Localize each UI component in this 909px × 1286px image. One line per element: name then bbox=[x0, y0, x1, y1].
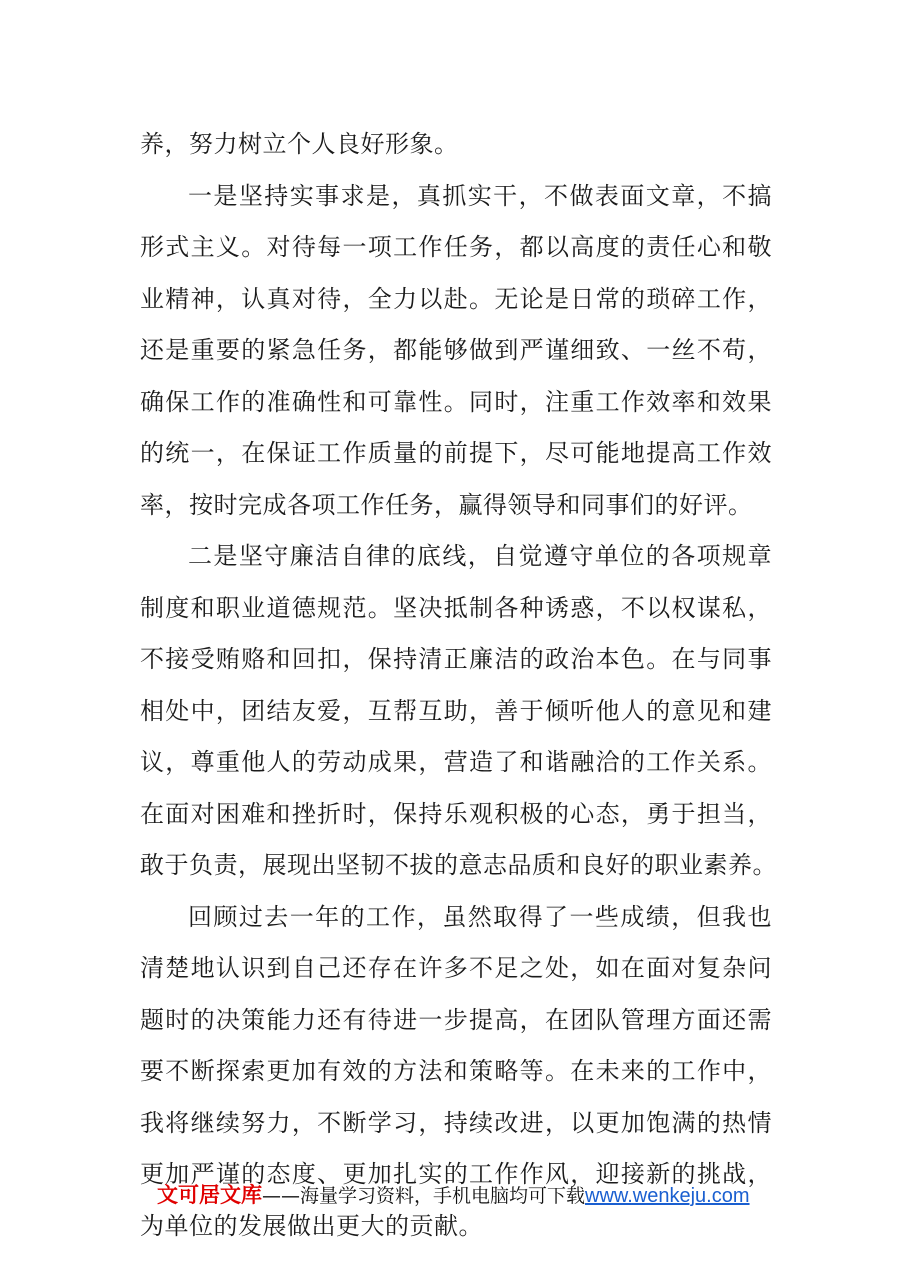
paragraph-line: 确保工作的准确性和可靠性。同时，注重工作效率和效果 bbox=[140, 387, 772, 416]
paragraph-line: 率，按时完成各项工作任务，赢得领导和同事们的好评。 bbox=[140, 490, 753, 519]
paragraph-line: 一是坚持实事求是，真抓实干，不做表面文章，不搞 bbox=[188, 181, 772, 210]
paragraph-line: 回顾过去一年的工作，虽然取得了一些成绩，但我也 bbox=[188, 902, 772, 931]
paragraph-line: 养，努力树立个人良好形象。 bbox=[140, 130, 459, 158]
footer-brand: 文可居文库 bbox=[157, 1183, 262, 1207]
paragraph-line: 形式主义。对待每一项工作任务，都以高度的责任心和敬 bbox=[140, 233, 772, 261]
paragraph-line: 清楚地认识到自己还存在许多不足之处，如在面对复杂问 bbox=[140, 954, 772, 982]
paragraph-line: 敢于负责，展现出坚韧不拔的意志品质和良好的职业素养。 bbox=[140, 851, 777, 879]
paragraph-line: 要不断探索更加有效的方法和策略等。在未来的工作中， bbox=[140, 1057, 772, 1085]
paragraph-line: 业精神，认真对待，全力以赴。无论是日常的琐碎工作， bbox=[140, 284, 772, 313]
paragraph-line: 制度和职业道德规范。坚决抵制各种诱惑，不以权谋私， bbox=[140, 593, 772, 622]
document-body bbox=[140, 119, 777, 1252]
paragraph-line: 为单位的发展做出更大的贡献。 bbox=[140, 1211, 483, 1240]
footer-tagline: ——海量学习资料，手机电脑均可下载 bbox=[262, 1185, 586, 1207]
footer-site-link[interactable]: www.wenkeju.com bbox=[585, 1185, 750, 1207]
paragraph-line: 的统一，在保证工作质量的前提下，尽可能地提高工作效 bbox=[140, 439, 772, 467]
paragraph-line: 题时的决策能力还有待进一步提高，在团队管理方面还需 bbox=[140, 1005, 772, 1034]
paragraph-line: 还是重要的紧急任务，都能够做到严谨细致、一丝不苟， bbox=[140, 336, 772, 364]
paragraph-line: 相处中，团结友爱，互帮互助，善于倾听他人的意见和建 bbox=[140, 696, 772, 725]
paragraph-line: 我将继续努力，不断学习，持续改进，以更加饱满的热情 bbox=[140, 1108, 772, 1137]
paragraph-line: 二是坚守廉洁自律的底线，自觉遵守单位的各项规章 bbox=[188, 542, 772, 570]
paragraph-line: 在面对困难和挫折时，保持乐观积极的心态，勇于担当， bbox=[140, 799, 772, 828]
footer-banner bbox=[157, 1180, 777, 1210]
paragraph-line: 议，尊重他人的劳动成果，营造了和谐融洽的工作关系。 bbox=[140, 748, 772, 776]
paragraph-line: 更加严谨的态度、更加扎实的工作作风，迎接新的挑战， bbox=[140, 1160, 772, 1188]
paragraph-line: 不接受贿赂和回扣，保持清正廉洁的政治本色。在与同事 bbox=[140, 645, 772, 673]
